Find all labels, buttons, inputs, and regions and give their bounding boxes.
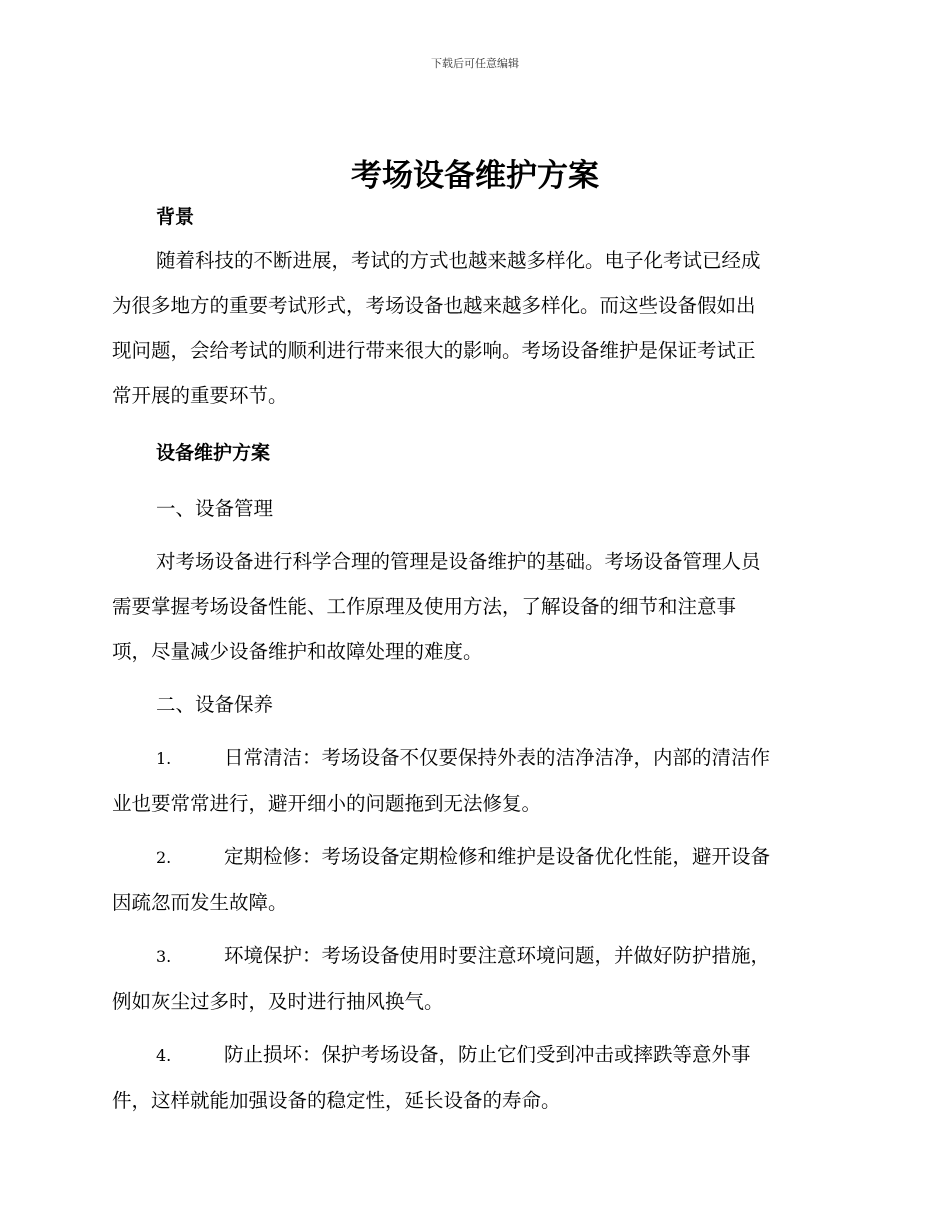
list-number: 1. bbox=[156, 749, 172, 768]
document-title: 考场设备维护方案 bbox=[351, 158, 599, 194]
list-text: 因疏忽而发生故障。 bbox=[112, 891, 288, 914]
list-text: 防止损坏：保护考场设备，防止它们受到冲击或摔跌等意外事 bbox=[224, 1043, 751, 1066]
list-number: 3. bbox=[156, 947, 172, 966]
background-paragraph bbox=[112, 238, 836, 418]
list-item bbox=[112, 1032, 836, 1123]
paragraph-line: 现问题，会给考试的顺利进行带来很大的影响。考场设备维护是保证考试正 bbox=[112, 339, 756, 362]
paragraph-line: 为很多地方的重要考试形式，考场设备也越来越多样化。而这些设备假如出 bbox=[112, 294, 756, 317]
list-item bbox=[112, 933, 836, 1024]
list-number: 4. bbox=[156, 1046, 172, 1065]
list-number: 2. bbox=[156, 848, 172, 867]
section-heading-plan: 设备维护方案 bbox=[156, 442, 271, 464]
list-text: 定期检修：考场设备定期检修和维护是设备优化性能，避开设备 bbox=[224, 845, 771, 868]
paragraph-line: 需要掌握考场设备性能、工作原理及使用方法，了解设备的细节和注意事 bbox=[112, 595, 737, 618]
list-text: 环境保护：考场设备使用时要注意环境问题，并做好防护措施， bbox=[224, 944, 771, 967]
page-header: 下载后可任意编辑 bbox=[431, 57, 519, 70]
paragraph-line: 对考场设备进行科学合理的管理是设备维护的基础。考场设备管理人员 bbox=[156, 550, 761, 573]
subsection-heading-maintenance: 二、设备保养 bbox=[156, 693, 274, 716]
list-text: 日常清洁：考场设备不仅要保持外表的洁净洁净，内部的清洁作 bbox=[224, 746, 771, 769]
list-text: 业也要常常进行，避开细小的问题拖到无法修复。 bbox=[112, 792, 542, 815]
document-body bbox=[112, 202, 836, 1131]
list-text: 例如灰尘过多时，及时进行抽风换气。 bbox=[112, 990, 444, 1013]
list-item bbox=[112, 834, 836, 925]
management-paragraph bbox=[112, 539, 836, 674]
list-text: 件，这样就能加强设备的稳定性，延长设备的寿命。 bbox=[112, 1089, 561, 1112]
paragraph-line: 常开展的重要环节。 bbox=[112, 384, 288, 407]
section-heading-background: 背景 bbox=[156, 206, 195, 228]
list-item bbox=[112, 735, 836, 826]
paragraph-line: 项，尽量减少设备维护和故障处理的难度。 bbox=[112, 640, 483, 663]
subsection-heading-management: 一、设备管理 bbox=[156, 497, 274, 520]
paragraph-line: 随着科技的不断进展，考试的方式也越来越多样化。电子化考试已经成 bbox=[156, 249, 761, 272]
